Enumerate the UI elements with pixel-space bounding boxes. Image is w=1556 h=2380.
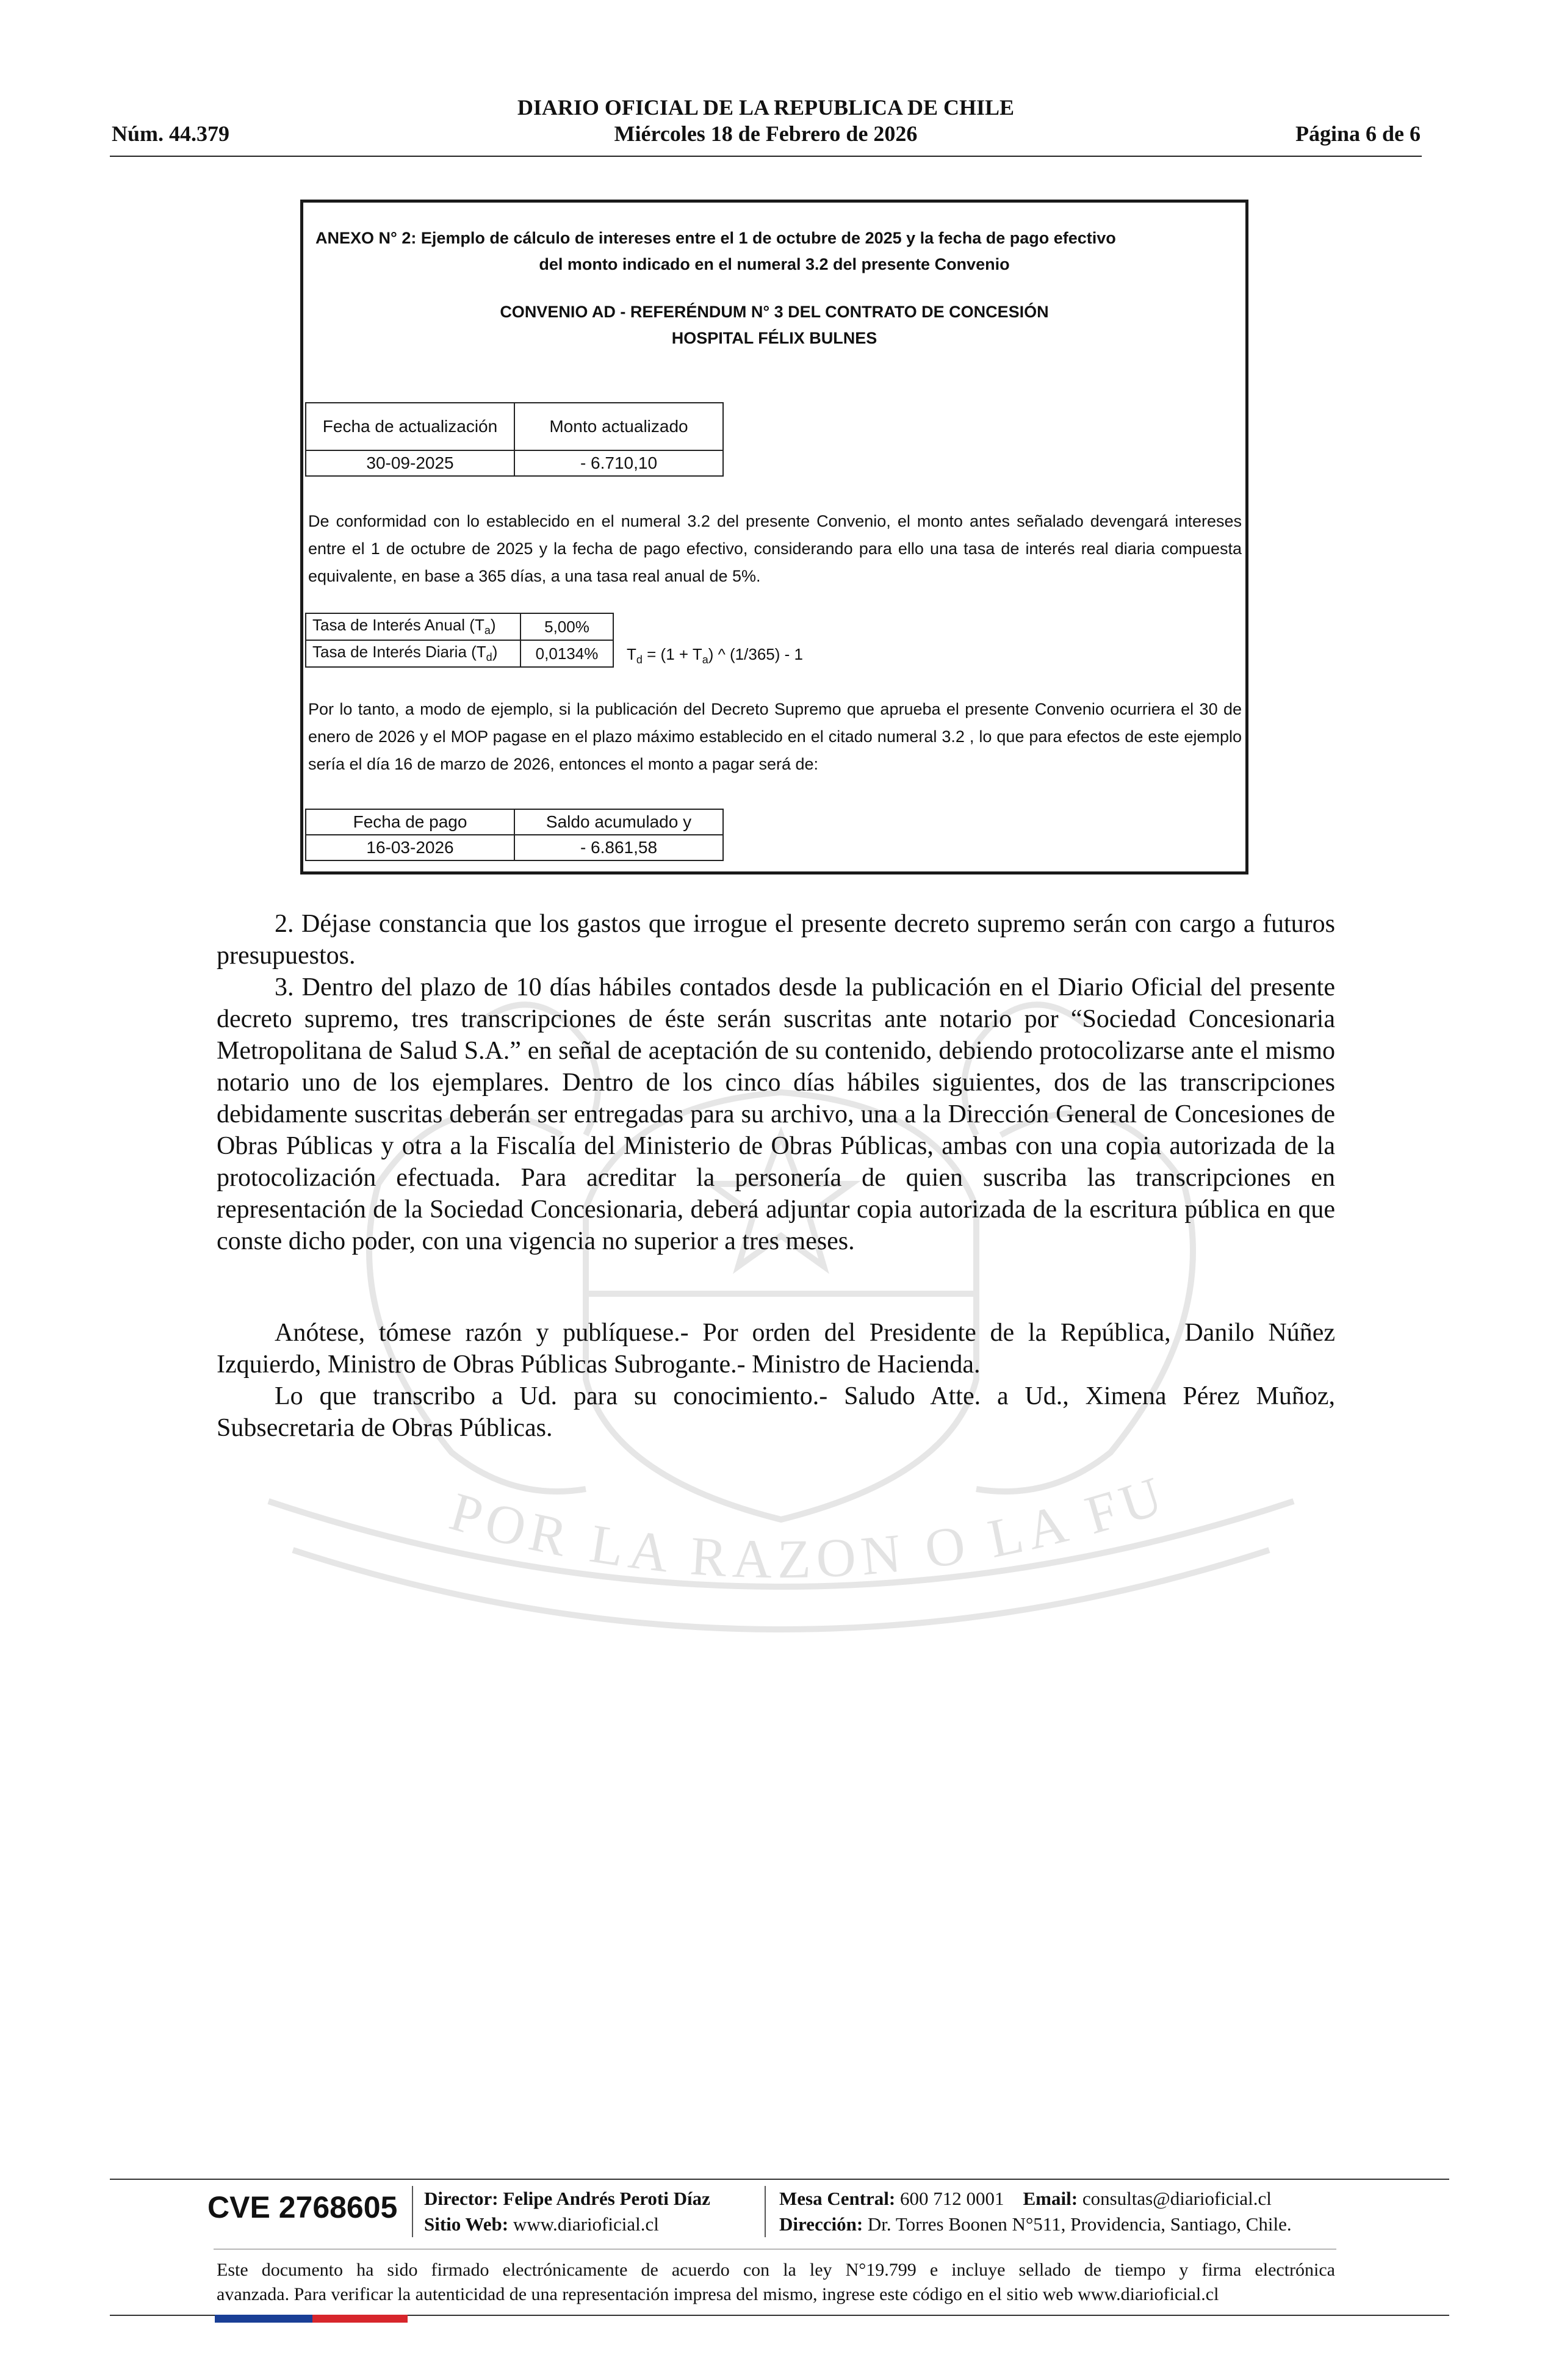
contact-line: Mesa Central: 600 712 0001 Email: consultas@diarioficial.cl [779, 2188, 1272, 2209]
page-number: Página 6 de 6 [1295, 121, 1421, 146]
convenio-title-line1: CONVENIO AD - REFERÉNDUM N° 3 DEL CONTRATO DE CONCESIÓN [500, 303, 1049, 321]
watermark-motto: POR LA RAZON O LA FU [443, 1463, 1175, 1590]
table-cell: - 6.710,10 [514, 450, 723, 476]
signature-notice-line1: Este documento ha sido firmado electrónicamente de acuerdo con la ley N°19.799 e incluye sellado de tiempo y firma electrónica [217, 2260, 1335, 2280]
newspaper-title: DIARIO OFICIAL DE LA REPUBLICA DE CHILE [517, 95, 1015, 120]
table-header: Fecha de pago [306, 809, 514, 835]
convenio-title-line2: HOSPITAL FÉLIX BULNES [671, 329, 877, 347]
annex-paragraph2: Por lo tanto, a modo de ejemplo, si la publicación del Decreto Supremo que aprueba el presente Convenio ocurriera el 30 de enero de 2026 y el MOP pagase en el plazo máximo establecido en el citado numeral 3.2 , lo que para efectos de este ejemplo sería el día 16 de marzo de 2026, entonces el monto a pagar será de: [308, 700, 1242, 773]
payment-table [305, 809, 724, 861]
cve-code: CVE 2768605 [207, 2190, 398, 2224]
footer-rule [110, 2179, 1449, 2180]
table-cell: - 6.861,58 [514, 835, 723, 860]
flag-stripe-blue [215, 2315, 312, 2323]
decree-item-3: 3. Dentro del plazo de 10 días hábiles contados desde la publicación en el Diario Oficial del presente decreto supremo, tres transcripciones de éste serán suscritas ante notario por “Sociedad Concesionaria Metropolitana de Salud S.A.” en señal de aceptación de su contenido, debiendo protocolizarse ante el mismo notario uno de los ejemplares. Dentro de los cinco días hábiles siguientes, dos de las transcripciones debidamente suscritas deberán ser entregadas para su archivo, una a la Dirección General de Concesiones de Obras Públicas y otra a la Fiscalía del Ministerio de Obras Públicas, ambas con una copia autorizada de la protocolización efectuada. Para acreditar la personería de quien suscriba las transcripciones en representación de la Sociedad Concesionaria, deberá adjuntar copia autorizada de la escritura pública en que conste dicho poder, con una vigencia no superior a tres meses. [217, 973, 1335, 1255]
director-line: Director: Felipe Andrés Peroti Díaz [424, 2188, 710, 2209]
table-header: Monto actualizado [514, 403, 723, 450]
annex-box [300, 200, 1248, 874]
interest-rates-table [305, 613, 614, 668]
footer-divider [412, 2186, 413, 2237]
header-rule [110, 156, 1422, 157]
annex-title-line2: del monto indicado en el numeral 3.2 del presente Convenio [539, 255, 1010, 273]
updated-amount-table [305, 402, 724, 477]
transcription-note: Lo que transcribo a Ud. para su conocimiento.- Saludo Atte. a Ud., Ximena Pérez Muñoz, Subsecretaria de Obras Públicas. [217, 1382, 1335, 1442]
decree-item-2: 2. Déjase constancia que los gastos que irrogue el presente decreto supremo serán con cargo a futuros presupuestos. [217, 910, 1335, 970]
issue-number: Núm. 44.379 [112, 121, 230, 146]
signature-notice-line2: avanzada. Para verificar la autenticidad de una representación impresa del mismo, ingrese este código en el sitio web www.diarioficial.cl [217, 2284, 1219, 2304]
footer-divider [765, 2186, 766, 2237]
table-header: Saldo acumulado y [514, 809, 723, 835]
table-cell: 30-09-2025 [306, 450, 514, 476]
publication-date: Miércoles 18 de Febrero de 2026 [614, 121, 918, 146]
table-header: Fecha de actualización [306, 403, 514, 450]
address-line: Dirección: Dr. Torres Boonen N°511, Providencia, Santiago, Chile. [779, 2213, 1292, 2235]
closing-formula: Anótese, tómese razón y publíquese.- Por orden del Presidente de la República, Danilo Núñez Izquierdo, Ministro de Obras Públicas Subrogante.- Ministro de Hacienda. [217, 1319, 1335, 1379]
daily-rate-label: Tasa de Interés Diaria $(T_d)$ [306, 640, 520, 667]
daily-rate-formula: $T_d = (1 + T_a)$ ^ (1/365) - 1 [627, 645, 803, 666]
website-line: Sitio Web: www.diarioficial.cl [424, 2213, 659, 2235]
annex-title-line1: ANEXO N° 2: Ejemplo de cálculo de intereses entre el 1 de octubre de 2025 y la fecha de pago efectivo [315, 229, 1116, 247]
flag-stripe-red [312, 2315, 408, 2323]
annual-rate-value: 5,00% [520, 613, 613, 640]
daily-rate-value: 0,0134% [520, 640, 613, 667]
table-cell: 16-03-2026 [306, 835, 514, 860]
annex-paragraph1: De conformidad con lo establecido en el numeral 3.2 del presente Convenio, el monto antes señalado devengará intereses entre el 1 de octubre de 2025 y la fecha de pago efectivo, considerando para ello una tasa de interés real diaria compuesta equivalente, en base a 365 días, a una tasa real anual de 5%. [308, 512, 1242, 585]
annual-rate-label: Tasa de Interés Anual $(T_a)$ [306, 613, 520, 640]
